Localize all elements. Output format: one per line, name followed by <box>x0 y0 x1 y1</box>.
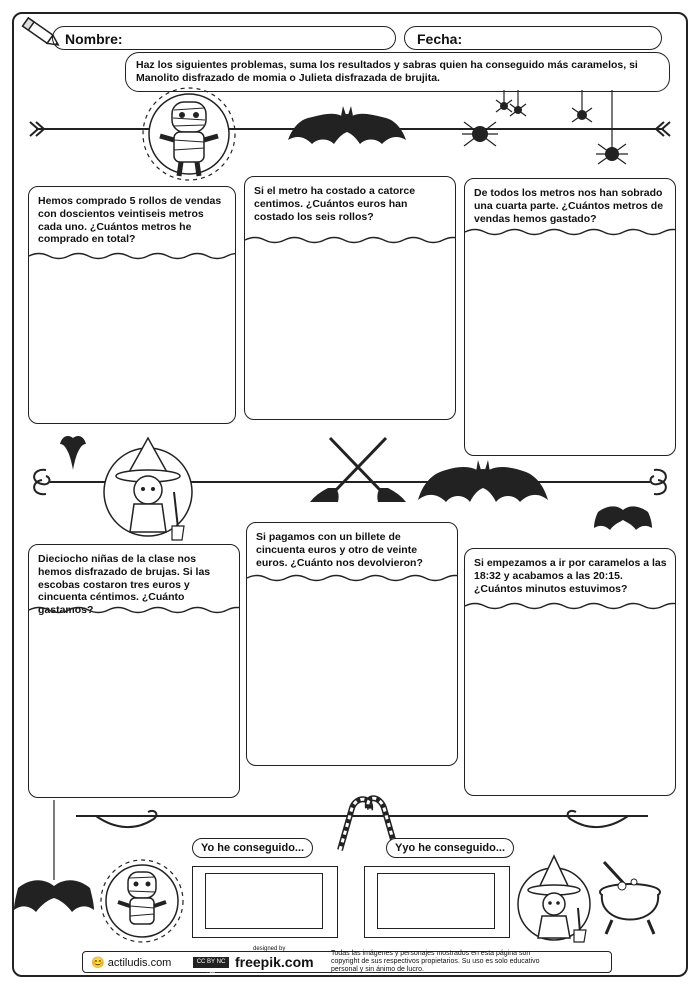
problem-text-1: Hemos comprado 5 rollos de vendas con doscientos veintiseis metros cada uno. ¿Cuántos metros he comprado en total? <box>38 195 222 246</box>
right-result-text: Yyo he conseguido... <box>395 842 506 854</box>
problem-card-6 <box>464 548 676 796</box>
mummy-icon <box>96 858 188 944</box>
right-result-label <box>386 838 514 858</box>
bat-icon <box>594 500 652 534</box>
site-text: actiludis.com <box>107 956 172 969</box>
left-answer-box[interactable] <box>192 866 338 938</box>
bat-icon <box>288 104 406 154</box>
freepik-logo <box>235 946 325 970</box>
problem-card-2 <box>244 176 456 420</box>
problem-card-3 <box>464 178 676 456</box>
problem-card-5 <box>246 522 458 766</box>
bat-icon <box>14 800 98 930</box>
witch-icon <box>96 432 200 542</box>
left-result-text: Yo he conseguido... <box>201 842 305 854</box>
right-answer-box[interactable] <box>364 866 510 938</box>
name-label: Nombre: <box>65 31 123 47</box>
freepik-text: freepik.com <box>235 954 314 970</box>
bat-icon <box>418 456 548 512</box>
right-answer-inner[interactable] <box>377 873 495 929</box>
problem-card-4 <box>28 544 240 798</box>
wave-divider <box>465 601 675 611</box>
problem-text-3: De todos los metros nos han sobrado una cuarta parte. ¿Cuántos metros de vendas hemos gastado? <box>474 187 664 225</box>
problem-text-6: Si empezamos a ir por caramelos a las 18:32 y acabamos a las 20:15. ¿Cuántos minutos estuvimos? <box>474 557 667 595</box>
footer <box>82 946 612 976</box>
date-field[interactable] <box>404 26 662 50</box>
cc-badge: CC BY NC SA <box>193 957 229 968</box>
date-label: Fecha: <box>417 31 463 47</box>
designed-by-text: designed by <box>253 946 286 952</box>
wave-divider <box>29 251 235 261</box>
legal-text: Todas las imágenes y personajes mostrados en esta página son copyright de sus respectivos propietarios. Su uso es solo educativo personal y sin ánimo de lucro. <box>331 949 540 974</box>
spider-icon <box>458 90 638 178</box>
name-field[interactable] <box>52 26 396 50</box>
wave-divider <box>465 227 675 237</box>
problem-text-4: Dieciocho niñas de la clase nos hemos disfrazado de brujas. Si las escobas costaron tres euros y cincuenta céntimos. ¿Cuánto gastamos? <box>38 553 211 617</box>
wave-divider <box>245 235 455 245</box>
wave-divider <box>247 573 457 583</box>
bat-icon <box>60 434 86 470</box>
broom-icon <box>310 432 406 508</box>
wave-divider <box>29 605 239 615</box>
left-result-label <box>192 838 313 858</box>
problem-text-5: Si pagamos con un billete de cincuenta euros y otro de veinte euros. ¿Cuánto nos devolvieron? <box>256 531 423 569</box>
problem-card-1 <box>28 186 236 424</box>
actiludis-logo: 😊 actiludis.com <box>91 956 172 969</box>
cauldron-icon <box>594 858 666 944</box>
left-answer-inner[interactable] <box>205 873 323 929</box>
mummy-icon <box>136 84 242 184</box>
problem-text-2: Si el metro ha costado a catorce centimos. ¿Cuántos euros han costado los seis rollos? <box>254 185 416 223</box>
instructions-text: Haz los siguientes problemas, suma los resultados y sabras quien ha conseguido más caramelos, si Manolito disfrazado de momia o Julieta disfrazada de brujita. <box>136 59 638 85</box>
witch-icon <box>512 852 596 944</box>
